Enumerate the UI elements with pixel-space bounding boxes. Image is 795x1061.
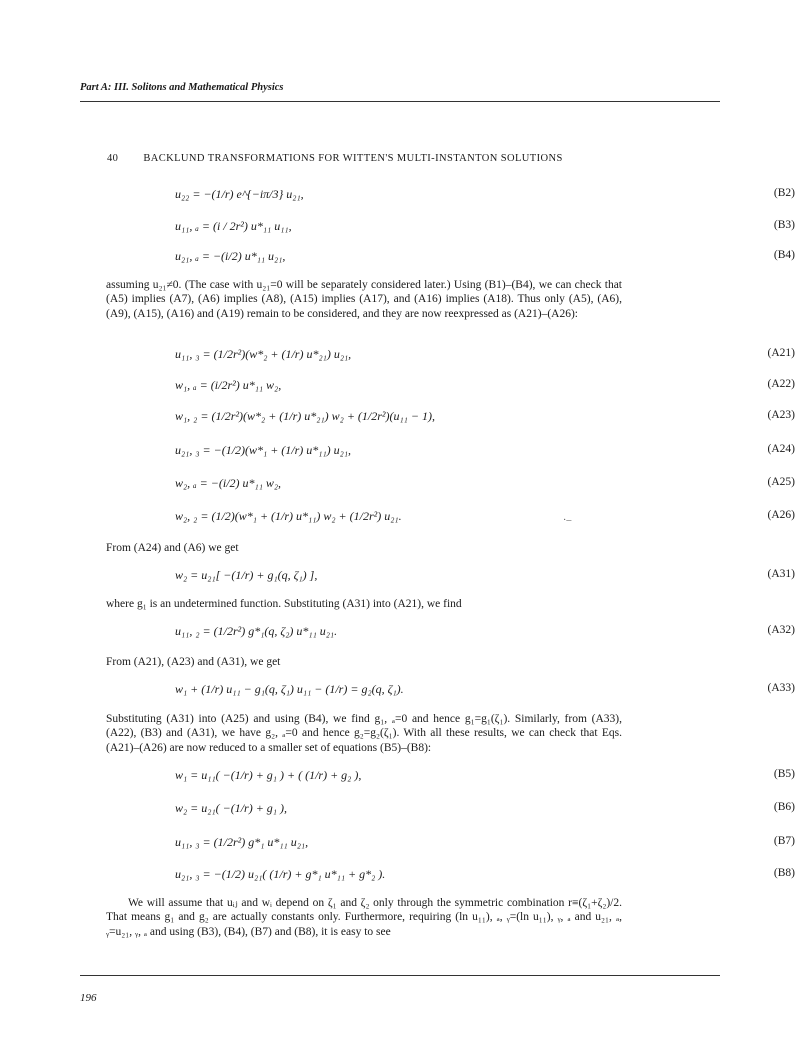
- paragraph-6: We will assume that uᵢⱼ and wᵢ depend on ζ₁ and ζ₂ only through the symmetric combination r≡(ζ₁+ζ₂)/2. That means g₁ and g₂ are actually constants only. Furthermore, requiring (ln u₁₁), ₐ, ᵧ=(ln u₁₁), ᵧ, ₐ and u₂₁, ₐ, ᵧ=u₂₁, ᵧ, ₐ and using (B3), (B4), (B7) and (B8), it is easy to see: [106, 897, 622, 938]
- scan-speck: ·–: [563, 515, 572, 526]
- paragraph-5: Substituting (A31) into (A25) and using (B4), we find g₁, ₐ=0 and hence g₁=g₁(ζ₁). Similarly, from (A33), (A22), (B3) and (A31), we have g₂, ₐ=0 and hence g₂=g₂(ζ₁). With all these results, we can check that Eqs. (A21)–(A26) are now reduced to a smaller set of equations (B5)–(B8):: [106, 713, 622, 754]
- equation-b7: u₁₁, ₃ = (1/2r²) g*₁ u*₁₁ u₂₁, (B7): [175, 835, 795, 849]
- header-rule: [80, 101, 720, 102]
- equation-label: (A33): [767, 682, 795, 694]
- equation-label: (B7): [773, 835, 795, 847]
- equation-a24: u₂₁, ₃ = −(1/2)(w*₁ + (1/r) u*₁₁) u₂₁, (A24): [175, 443, 795, 457]
- equation-label: (A26): [767, 509, 795, 521]
- equation-a31: w₂ = u₂₁[ −(1/r) + g₁(q, ζ₁) ], (A31): [175, 568, 795, 582]
- equation-a25: w₂, ₐ = −(i/2) u*₁₁ w₂, (A25): [175, 476, 795, 490]
- equation-label: (A24): [767, 443, 795, 455]
- equation-b3: u₁₁, ₐ = (i / 2r²) u*₁₁ u₁₁, (B3): [175, 219, 795, 233]
- equation-b4: u₂₁, ₐ = −(i/2) u*₁₁ u₂₁, (B4): [175, 249, 795, 263]
- equation-label: (B5): [773, 768, 795, 780]
- equation-label: (A22): [767, 378, 795, 390]
- equation-a26: w₂, ₂ = (1/2)(w*₁ + (1/r) u*₁₁) w₂ + (1/2r²) u₂₁. (A26): [175, 509, 795, 523]
- equation-a21: u₁₁, ₃ = (1/2r²)(w*₂ + (1/r) u*₂₁) u₂₁, (A21): [175, 347, 795, 361]
- equation-label: (A32): [767, 624, 795, 636]
- equation-label: (B2): [773, 187, 795, 199]
- paragraph-1: assuming u₂₁≠0. (The case with u₂₁=0 will be separately considered later.) Using (B1)–(B4), we can check that (A5) implies (A7), (A6) implies (A8), (A15) implies (A17), and (A16) implies (A18). Thus only (A5), (A6), (A9), (A15), (A16) and (A19) remain to be considered, and they are now reexpressed as (A21)–(A26):: [106, 279, 622, 320]
- footer-rule: [80, 975, 720, 976]
- equation-label: (B4): [773, 249, 795, 261]
- equation-label: (B8): [773, 867, 795, 879]
- page-title: BACKLUND TRANSFORMATIONS FOR WITTEN'S MULTI-INSTANTON SOLUTIONS: [143, 153, 563, 164]
- equation-b2: u₂₂ = −(1/r) e^{−iπ/3} u₂₁, (B2): [175, 187, 795, 201]
- paragraph-3: where g₁ is an undetermined function. Substituting (A31) into (A21), we find: [106, 598, 462, 610]
- equation-label: (A23): [767, 409, 795, 421]
- equation-a23: w₁, ₂ = (1/2r²)(w*₂ + (1/r) u*₂₁) w₂ + (1/2r²)(u₁₁ − 1), (A23): [175, 409, 795, 423]
- equation-label: (A25): [767, 476, 795, 488]
- equation-label: (B3): [773, 219, 795, 231]
- equation-label: (A31): [767, 568, 795, 580]
- page-title-line: [107, 153, 563, 164]
- equation-label: (A21): [767, 347, 795, 359]
- folio: 196: [80, 992, 97, 1004]
- equation-b5: w₁ = u₁₁( −(1/r) + g₁ ) + ( (1/r) + g₂ ), (B5): [175, 768, 795, 782]
- equation-b6: w₂ = u₂₁( −(1/r) + g₁ ), (B6): [175, 801, 795, 815]
- paragraph-2: From (A24) and (A6) we get: [106, 542, 239, 554]
- equation-a33: w₁ + (1/r) u₁₁ − g₁(q, ζ₁) u₁₁ − (1/r) = g₂(q, ζ₁). (A33): [175, 682, 795, 696]
- paragraph-4: From (A21), (A23) and (A31), we get: [106, 656, 281, 668]
- equation-b8: u₂₁, ₃ = −(1/2) u₂₁( (1/r) + g*₁ u*₁₁ + g*₂ ). (B8): [175, 867, 795, 881]
- page-number: 40: [107, 153, 119, 164]
- equation-a22: w₁, ₐ = (i/2r²) u*₁₁ w₂, (A22): [175, 378, 795, 392]
- equation-a32: u₁₁, ₂ = (1/2r²) g*₁(q, ζ₂) u*₁₁ u₂₁. (A32): [175, 624, 795, 638]
- equation-label: (B6): [773, 801, 795, 813]
- running-header: Part A: III. Solitons and Mathematical Physics: [80, 82, 284, 93]
